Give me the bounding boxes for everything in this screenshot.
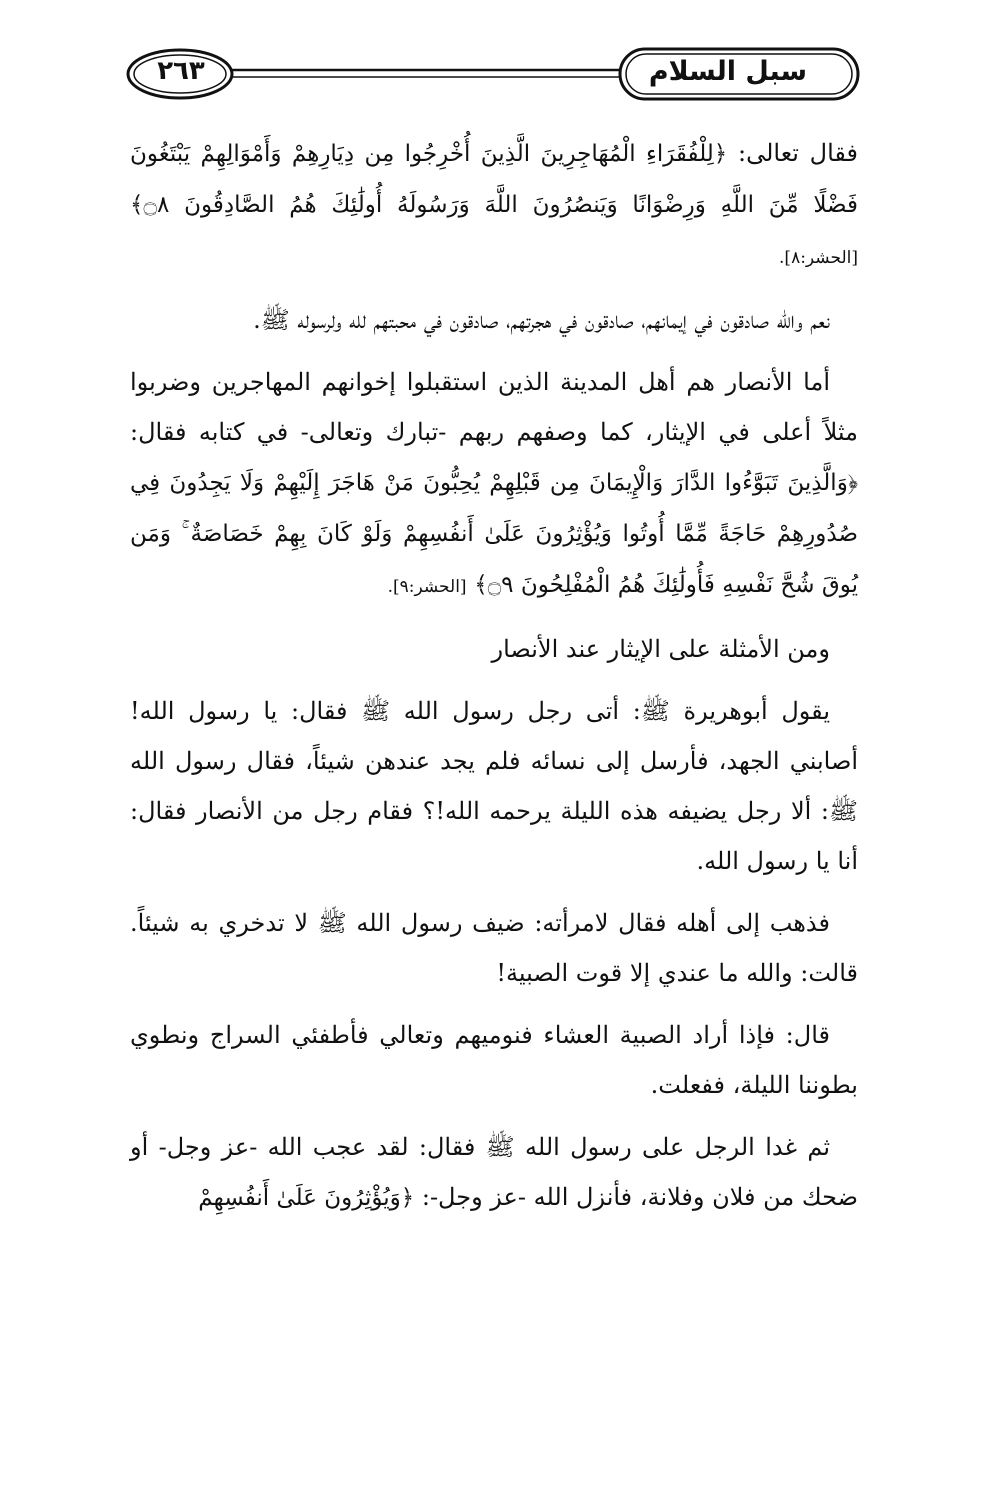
verse-reference: [الحشر:٩]. xyxy=(387,577,467,597)
paragraph-wife xyxy=(130,898,858,998)
book-title: سبل السلام xyxy=(648,56,808,87)
paragraph-text: قال: فإذا أراد الصبية العشاء فنوميهم وتعالي فأطفئي السراج ونطوي بطوننا الليلة، ففعلت. xyxy=(130,1021,858,1099)
section-heading xyxy=(130,624,858,674)
page-header xyxy=(120,44,864,104)
paragraph-verse-hashr-8 xyxy=(130,128,858,283)
paragraph-hadith xyxy=(130,686,858,886)
paragraph-ansar xyxy=(130,357,858,612)
paragraph-next-morning xyxy=(130,1122,858,1223)
paragraph-text: أما الأنصار هم أهل المدينة الذين استقبلوا إخوانهم المهاجرين وضربوا مثلاً أعلى في الإيثار، كما وصفهم ربهم -تبارك وتعالى- في كتابه فقال: xyxy=(130,368,858,446)
quran-verse: ﴿لِلْفُقَرَاءِ الْمُهَاجِرِينَ الَّذِينَ أُخْرِجُوا مِن دِيَارِهِمْ وَأَمْوَالِهِمْ يَبْتَغُونَ فَضْلًا مِّنَ اللَّهِ وَرِضْوَانًا وَيَنصُرُونَ اللَّهَ وَرَسُولَهُ أُولَٰئِكَ هُمُ الصَّادِقُونَ ۝٨﴾ xyxy=(130,141,858,218)
verse-reference: [الحشر:٨]. xyxy=(779,248,858,268)
paragraph-text: ثم غدا الرجل على رسول الله ﷺ فقال: لقد عجب الله -عز وجل- أو ضحك من فلان وفلانة، فأنزل الله -عز وجل-: xyxy=(130,1133,858,1211)
page-number: ٢٦٣ xyxy=(157,56,205,86)
paragraph-text: يقول أبوهريرة ﷺ: أتى رجل رسول الله ﷺ فقال: يا رسول الله! أصابني الجهد، فأرسل إلى نسائه فلم يجد عندهن شيئاً، فقال رسول الله ﷺ: ألا رجل يضيفه هذه الليلة يرحمه الله!؟ فقام رجل من الأنصار فقال: أنا يا رسول الله. xyxy=(130,697,858,875)
quran-verse: ﴿وَيُؤْثِرُونَ عَلَىٰ أَنفُسِهِمْ xyxy=(198,1185,415,1211)
paragraph-text: فذهب إلى أهله فقال لامرأته: ضيف رسول الله ﷺ لا تدخري به شيئاً. قالت: والله ما عندي إلا قوت الصبية! xyxy=(130,909,858,987)
paragraph-lamp xyxy=(130,1010,858,1110)
paragraph-text: نعم والله صادقون في إيمانهم، صادقون في هجرتهم، صادقون في محبتهم لله ولرسوله ﷺ. xyxy=(253,306,830,334)
quran-verse: ﴿وَالَّذِينَ تَبَوَّءُوا الدَّارَ وَالْإِيمَانَ مِن قَبْلِهِمْ يُحِبُّونَ مَنْ هَاجَرَ إِلَيْهِمْ وَلَا يَجِدُونَ فِي صُدُورِهِمْ حَاجَةً مِّمَّا أُوتُوا وَيُؤْثِرُونَ عَلَىٰ أَنفُسِهِمْ وَلَوْ كَانَ بِهِمْ خَصَاصَةٌ ۚ وَمَن يُوقَ شُحَّ نَفْسِهِ فَأُولَٰئِكَ هُمُ الْمُفْلِحُونَ ۝٩﴾ xyxy=(130,470,858,598)
page-body xyxy=(130,128,858,1235)
paragraph-text: فقال تعالى: xyxy=(727,139,858,167)
paragraph-truthful xyxy=(130,295,858,345)
paragraph-text: ومن الأمثلة على الإيثار عند الأنصار xyxy=(491,635,830,663)
